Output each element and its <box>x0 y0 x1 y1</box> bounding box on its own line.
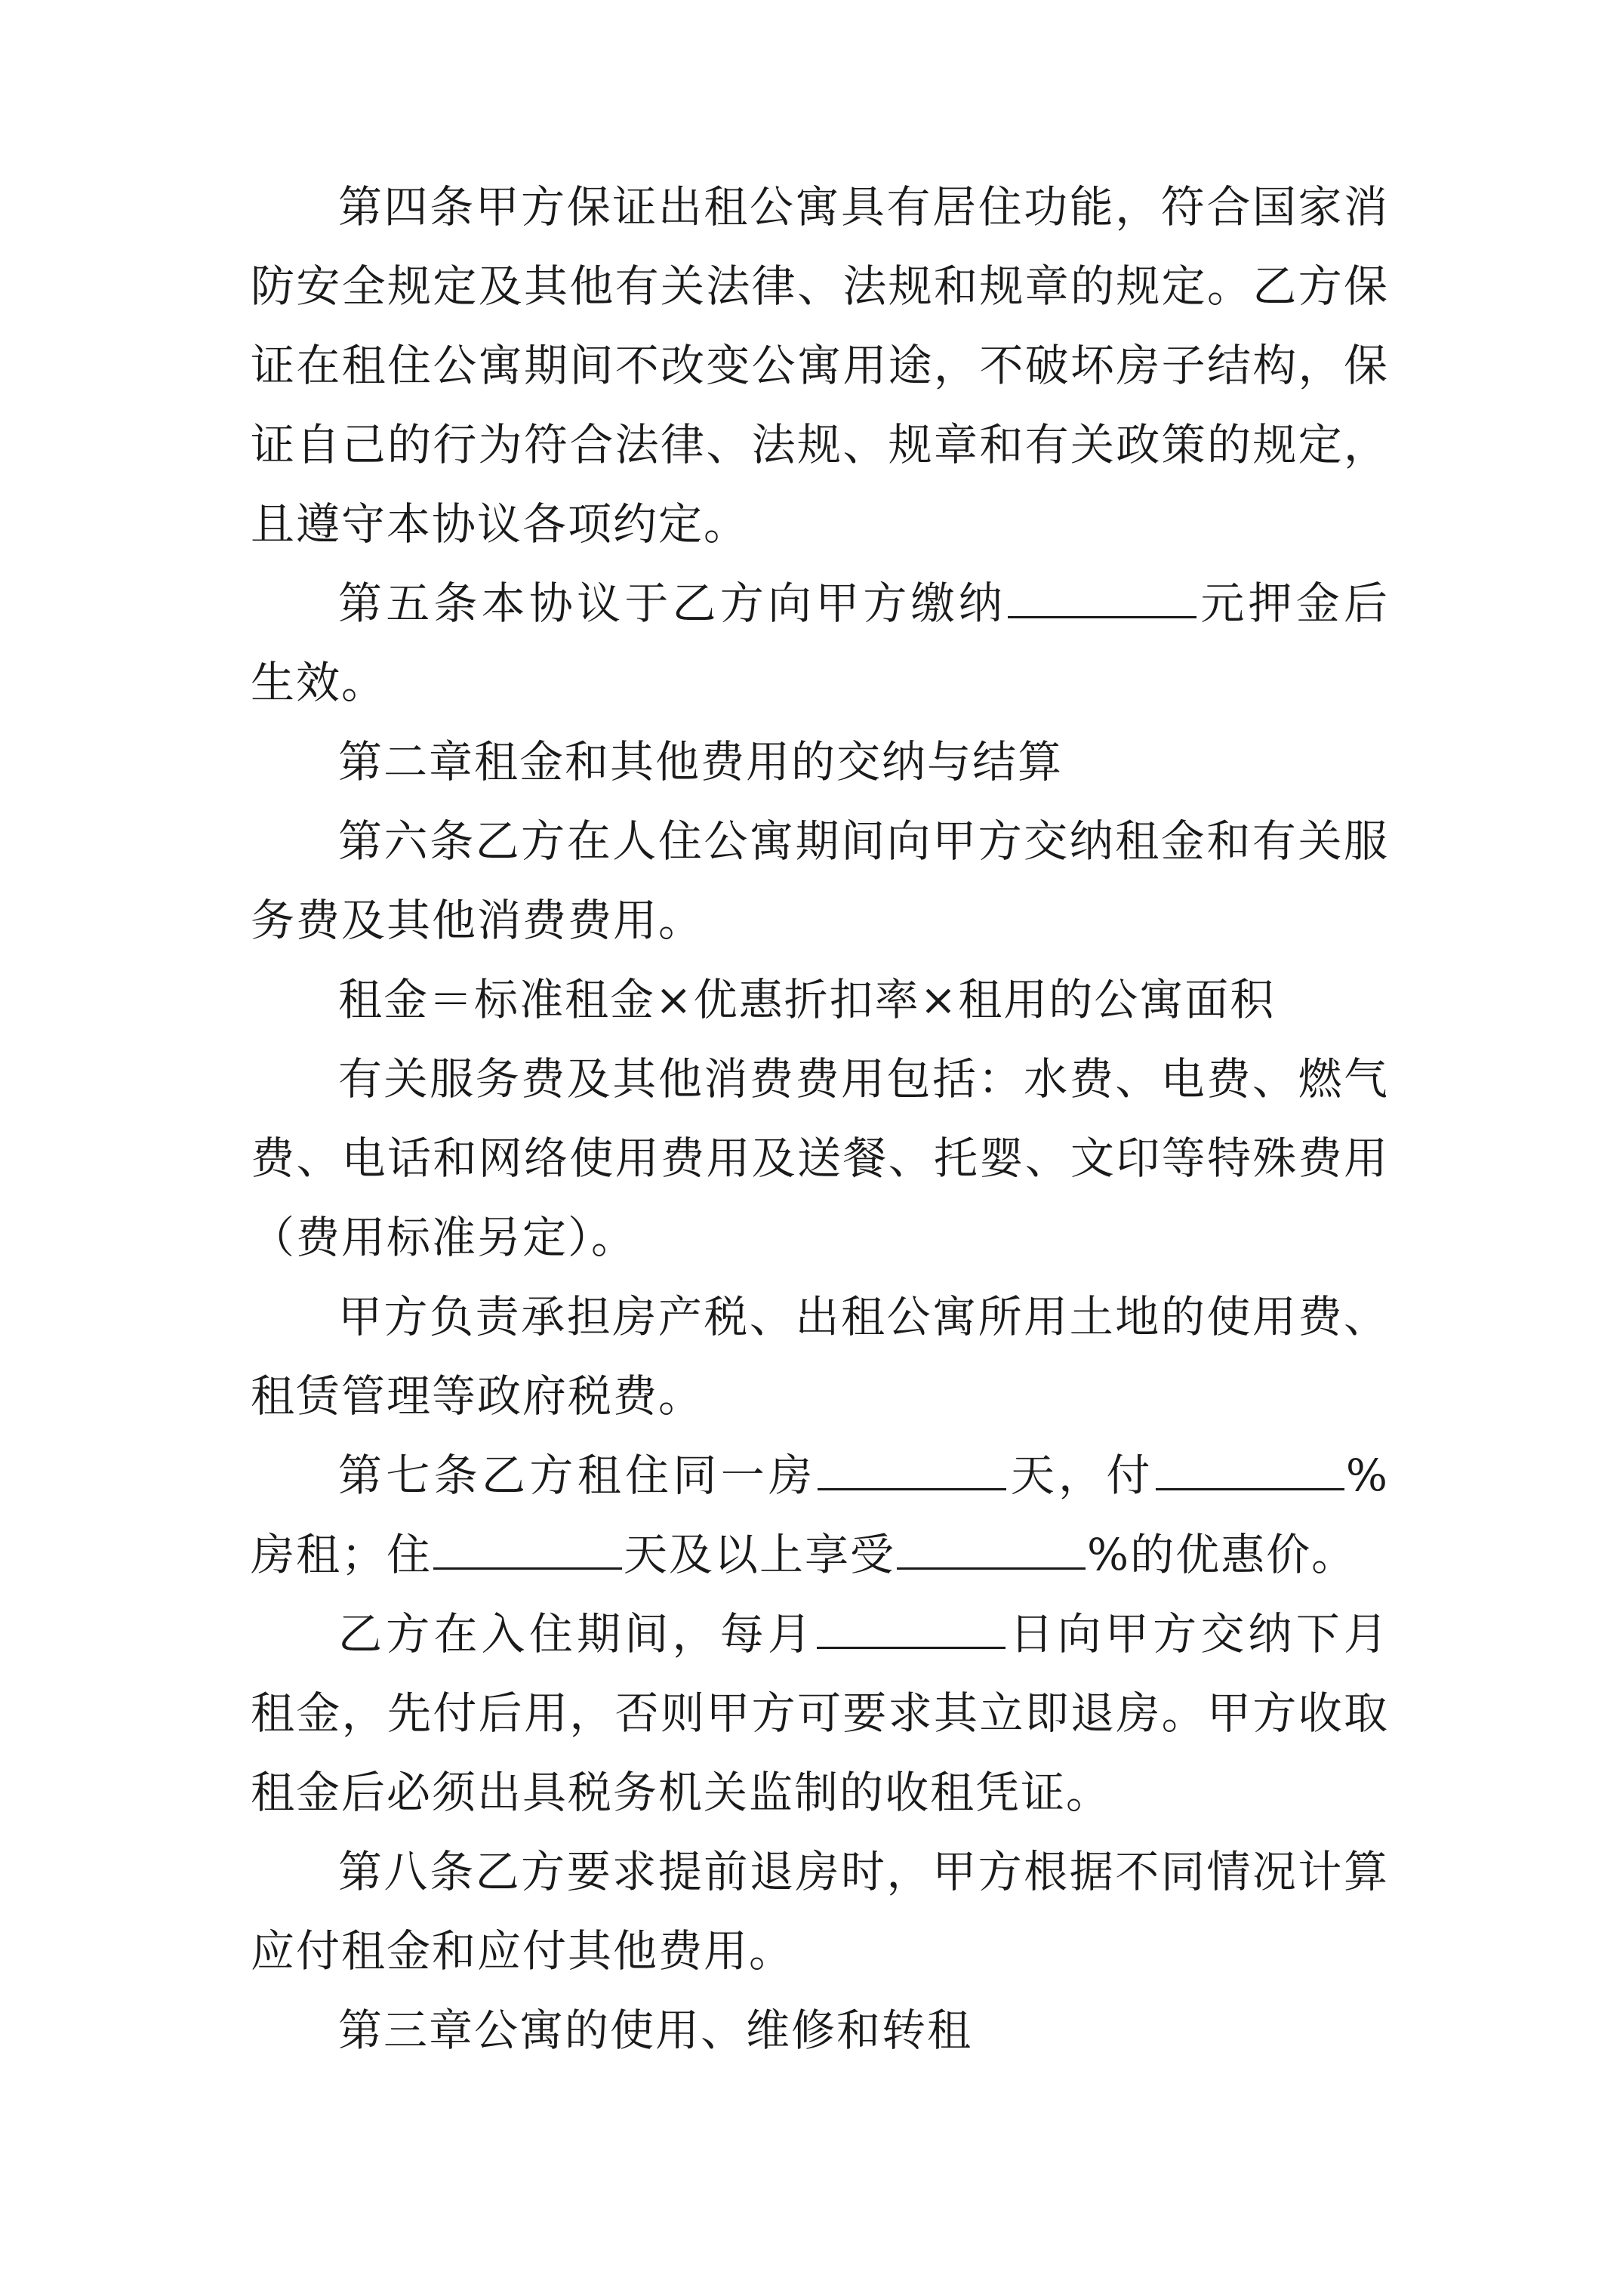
paragraph-article-4: 第四条甲方保证出租公寓具有居住功能，符合国家消防安全规定及其他有关法律、法规和规章的规定。乙方保证在租住公寓期间不改变公寓用途，不破坏房子结构，保证自己的行为符合法律、法规、规章和有关政策的规定，且遵守本协议各项约定。 <box>251 181 1389 550</box>
document-body <box>251 168 1389 2070</box>
chapter-3-heading: 第三章公寓的使用、维修和转租 <box>338 2005 973 2056</box>
chapter-2-heading: 第二章租金和其他费用的交纳与结算 <box>338 736 1064 787</box>
min-days-blank <box>433 1528 622 1570</box>
paragraph-taxes: 甲方负责承担房产税、出租公寓所用土地的使用费、租赁管理等政府税费。 <box>251 1291 1389 1422</box>
rent-formula: 租金＝标准租金×优惠折扣率×租用的公寓面积 <box>338 974 1276 1025</box>
payment-day-blank <box>817 1607 1006 1649</box>
paragraph-service-fees: 有关服务费及其他消费费用包括：水费、电费、燃气费、电话和网络使用费用及送餐、托婴、文印等特殊费用（费用标准另定）。 <box>251 1053 1389 1263</box>
deposit-blank <box>1008 577 1196 618</box>
discount-percent-blank <box>897 1528 1086 1570</box>
paragraph-article-5: 第五条本协议于乙方向甲方缴纳 元押金后生效。 <box>251 578 1389 708</box>
paragraph-article-6: 第六条乙方在人住公寓期间向甲方交纳租金和有关服务费及其他消费费用。 <box>251 815 1389 946</box>
paragraph-payment-day: 乙方在入住期间，每月 日向甲方交纳下月租金，先付后用，否则甲方可要求其立即退房。甲方收取租金后必须出具税务机关监制的收租凭证。 <box>251 1608 1389 1818</box>
days-blank <box>818 1449 1006 1490</box>
percent-blank <box>1156 1449 1344 1490</box>
paragraph-article-8: 第八条乙方要求提前退房时，甲方根据不同情况计算应付租金和应付其他费用。 <box>251 1846 1389 1977</box>
paragraph-article-7: 第七条乙方租住同一房 天，付 %房租；住 天及以上享受 %的优惠价。 <box>251 1450 1389 1580</box>
